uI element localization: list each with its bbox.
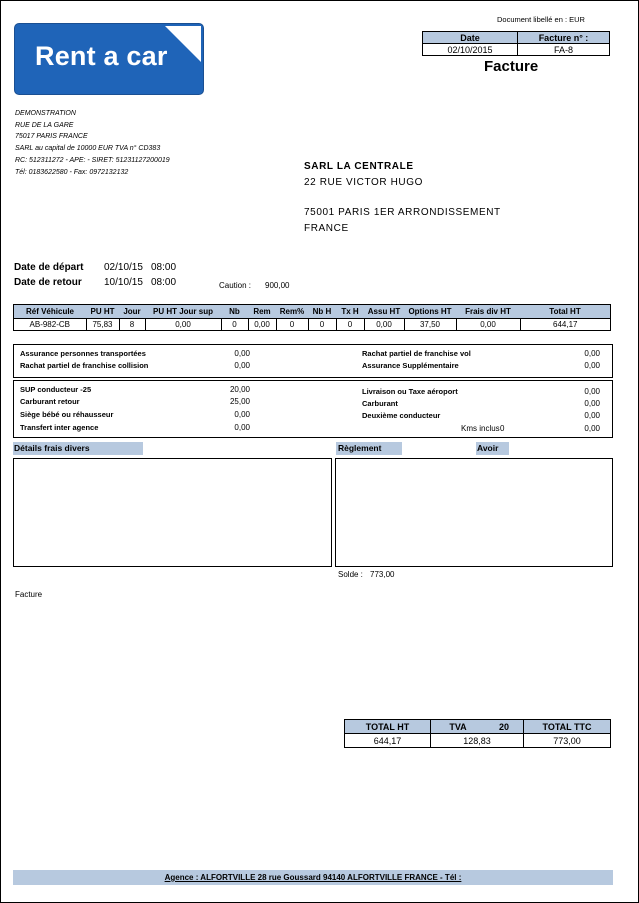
col-header: Rem [253, 307, 271, 316]
misc-fees-ht: 0,00 [456, 319, 520, 331]
col-header: PU HT [90, 307, 115, 316]
vehicle-table [13, 304, 611, 331]
col-header: Total HT [549, 307, 581, 316]
deposit-value: 900,00 [265, 281, 290, 290]
total-ht: 644,17 [520, 319, 611, 331]
option-value: 0,00 [584, 399, 600, 408]
unit-price: 75,83 [86, 319, 119, 331]
company-line: RUE DE LA GARE [15, 121, 74, 129]
option-value: 25,00 [229, 397, 250, 406]
total-ht-label: TOTAL HT [365, 721, 410, 732]
col-header: Assu HT [367, 307, 401, 316]
tva-rate: 20 [498, 721, 509, 732]
payment-header: Règlement [336, 442, 402, 455]
invoice-header-table [422, 31, 610, 56]
payment-box [335, 458, 613, 567]
option-label: Transfert inter agence [20, 423, 99, 432]
total-ht-value: 644,17 [345, 734, 431, 748]
client-city: 75001 PARIS 1ER ARRONDISSEMENT [304, 207, 501, 218]
hour-rate: 0 [336, 319, 364, 331]
tva-value: 128,83 [431, 734, 524, 748]
footer-note: Facture [15, 590, 43, 599]
client-country: FRANCE [304, 223, 349, 234]
vehicle-ref: AB-982-CB [14, 319, 87, 331]
company-line: RC: 512311272 - APE: - SIRET: 51231127200019 [15, 156, 170, 164]
options-box [13, 380, 613, 438]
kms-value: 0 [500, 424, 505, 433]
option-value: 0,00 [584, 411, 600, 420]
insurance-label: Assurance Supplémentaire [362, 361, 459, 370]
insurance-ht: 0,00 [364, 319, 404, 331]
insurance-value: 0,00 [584, 361, 600, 370]
col-header: Options HT [408, 307, 452, 316]
insurance-label: Rachat partiel de franchise collision [20, 361, 149, 370]
option-label: Carburant retour [20, 397, 80, 406]
option-label: Livraison ou Taxe aéroport [362, 387, 458, 396]
currency-label: Document libellé en : EUR [497, 15, 585, 24]
col-header: Tx H [341, 307, 359, 316]
insurance-value: 0,00 [234, 361, 250, 370]
return-label: Date de retour [14, 277, 82, 288]
invoice-date: 02/10/2015 [423, 44, 518, 56]
departure-label: Date de départ [14, 262, 84, 273]
col-header: Jour [123, 307, 141, 316]
option-value: 0,00 [584, 387, 600, 396]
credit-header: Avoir [476, 442, 509, 455]
return-time: 08:00 [151, 277, 177, 288]
extra-day-price: 0,00 [145, 319, 221, 331]
option-value: 0,00 [234, 410, 250, 419]
company-address [15, 108, 170, 178]
document-title: Facture [484, 58, 539, 75]
discount: 0,00 [248, 319, 276, 331]
insurance-label: Rachat partiel de franchise vol [362, 349, 471, 358]
kms-amount: 0,00 [584, 424, 600, 433]
client-street: 22 RUE VICTOR HUGO [304, 177, 423, 188]
invoice-no-header: Facture n° : [538, 32, 589, 43]
company-logo [14, 23, 204, 95]
company-line: SARL au capital de 10000 EUR TVA n° CD383 [15, 145, 161, 153]
total-ttc-value: 773,00 [524, 734, 611, 748]
option-label: Deuxième conducteur [362, 411, 441, 420]
option-label: SUP conducteur -25 [20, 385, 92, 394]
return-date: 10/10/15 [104, 277, 143, 288]
discount-percent: 0 [276, 319, 308, 331]
nb: 0 [221, 319, 248, 331]
kms-label: Kms inclus [461, 424, 500, 433]
nb-hours: 0 [308, 319, 336, 331]
company-line: 75017 PARIS FRANCE [15, 133, 88, 141]
deposit-label: Caution : [219, 281, 252, 290]
company-line: Tél: 0183622580 - Fax: 0972132132 [15, 168, 129, 176]
option-value: 0,00 [234, 423, 250, 432]
col-header: Réf Véhicule [25, 307, 74, 316]
misc-fees-box [13, 458, 332, 567]
tva-label: TVA [431, 720, 486, 734]
page-corner-icon [165, 26, 201, 62]
totals-table [344, 719, 611, 748]
col-header: PU HT Jour sup [152, 307, 213, 316]
insurance-value: 0,00 [584, 349, 600, 358]
col-header: Frais div HT [465, 307, 511, 316]
misc-fees-header: Détails frais divers [13, 442, 143, 455]
insurance-box [13, 344, 613, 378]
options-ht: 37,50 [404, 319, 456, 331]
total-ttc-label: TOTAL TTC [524, 720, 611, 734]
departure-time: 08:00 [151, 262, 177, 273]
col-header: Nb H [312, 307, 332, 316]
logo-text: Rent a car [35, 41, 168, 71]
col-header: Rem% [279, 307, 305, 316]
invoice-number: FA-8 [518, 44, 610, 56]
agency-footer: Agence : ALFORTVILLE 28 rue Goussard 94140 ALFORTVILLE FRANCE - Tél : [13, 870, 613, 885]
balance-label: Solde : [338, 570, 363, 579]
col-header: Nb [229, 307, 240, 316]
days: 8 [119, 319, 145, 331]
departure-date: 02/10/15 [104, 262, 143, 273]
insurance-label: Assurance personnes transportées [20, 349, 146, 358]
option-value: 20,00 [229, 385, 250, 394]
company-line: DEMONSTRATION [15, 110, 76, 117]
insurance-value: 0,00 [234, 349, 250, 358]
client-name: SARL LA CENTRALE [304, 161, 414, 172]
balance-value: 773,00 [370, 570, 395, 579]
option-label: Carburant [362, 399, 398, 408]
option-label: Siège bébé ou réhausseur [20, 410, 114, 419]
date-header: Date [423, 32, 518, 44]
